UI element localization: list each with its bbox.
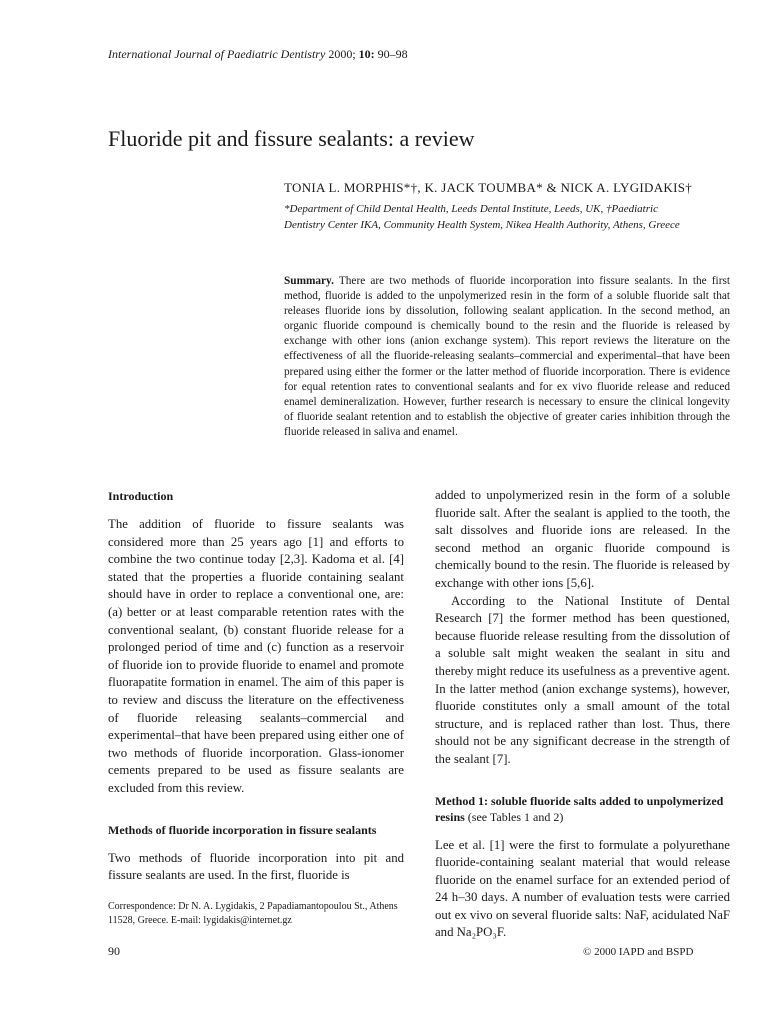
author-list: TONIA L. MORPHIS*†, K. JACK TOUMBA* & NICK A. LYGIDAKIS†: [284, 180, 693, 195]
journal-year: 2000;: [328, 47, 356, 61]
affiliation-line-1: *Department of Child Dental Health, Leeds Dental Institute, Leeds, UK, †Paediatric: [284, 203, 658, 215]
summary-abstract: [284, 274, 730, 440]
right-paragraph-1: added to unpolymerized resin in the form of a soluble fluoride salt. After the sealant is applied to the tooth, the salt dissolves and fluoride ions are released. In the second method an organic fluoride compound is chemically bound to the resin. The fluoride is released by exchange with other ions [5,6].: [435, 488, 730, 590]
journal-pages: 90–98: [377, 47, 408, 61]
methods-heading: Methods of fluoride incorporation in fissure sealants: [108, 822, 377, 837]
right-column: [435, 487, 730, 942]
affiliations: [284, 201, 734, 233]
summary-label: Summary.: [284, 275, 334, 287]
journal-volume: 10:: [358, 47, 375, 61]
summary-text: There are two methods of fluoride incorporation into fissure sealants. In the first method, fluoride is added to the unpolymerized resin in the form of a soluble fluoride salt that releases fluoride ions by dissolution, following sealant application. In the second method, an organic fluoride compound is chemically bound to the resin and the fluoride is released by exchange with other ions (anion exchange system). This report reviews the literature on the effectiveness of all the fluoride-releasing sealants–commercial and experimental–that have been prepared using either the former or the latter method of fluoride incorporation. There is evidence for equal retention rates to conventional sealants and for ex vivo fluoride release and reduced enamel demineralization. However, further research is necessary to ensure the clinical longevity of fluoride sealant retention and to establish the objective of greater caries inhibition through the fluoride released in saliva and enamel.: [284, 275, 730, 438]
copyright-notice: © 2000 IAPD and BSPD: [583, 946, 694, 958]
introduction-paragraph: The addition of fluoride to fissure sealants was considered more than 25 years ago [1] and efforts to combine the two continue today [2,3]. Kadoma et al. [4] stated that the properties a fluoride containing sealant should have in order to replace a conventional one, are: (a) better or at least comparable retention rates with the conventional sealant, (b) constant fluoride release for a prolonged period of time and (c) function as a reservoir of fluoride ion to provide fluoride to enamel and promote fluorapatite formation in enamel. The aim of this paper is to review and discuss the literature on the effectiveness of fluoride releasing sealants–commercial and experimental–that have been prepared using either one of two methods of fluoride incorporation. Glass-ionomer cements prepared to be used as fissure sealants are excluded from this review.: [108, 517, 404, 795]
method1-heading-bold: Method 1: soluble fluoride salts added to unpolymerized resins: [435, 793, 724, 824]
methods-paragraph: Two methods of fluoride incorporation into pit and fissure sealants are used. In the first, fluoride is: [108, 850, 404, 883]
right-paragraph-2: According to the National Institute of Dental Research [7] the former method has been questioned, because fluoride release resulting from the dissolution of a soluble salt might weaken the sealant in situ and thereby might reduce its usefulness as a preventive agent. In the latter method (anion exchange systems), however, fluoride constitutes only a small amount of the total structure, and is replaced rather than lost. Thus, there should not be any significant decrease in the strength of the sealant [7].: [435, 593, 730, 766]
journal-name: International Journal of Paediatric Dentistry: [108, 47, 326, 61]
correspondence-note: Correspondence: Dr N. A. Lygidakis, 2 Papadiamantopoulou St., Athens 11528, Greece. E-mail: lygidakis@internet.gz: [108, 901, 398, 926]
article-title: Fluoride pit and fissure sealants: a review: [108, 126, 475, 151]
journal-citation: [108, 47, 408, 62]
introduction-heading: Introduction: [108, 489, 174, 503]
page-number: 90: [108, 944, 120, 958]
right-paragraph-3: Lee et al. [1] were the first to formulate a polyurethane fluoride-containing sealant material that would release fluoride on the enamel surface for an extended period of 24 h–30 days. A number of evaluation tests were carried out ex vivo on several fluoride salts: NaF, acidulated NaF and Na₂PO₃F.: [435, 837, 730, 940]
method1-heading-tables: (see Tables 1 and 2): [467, 809, 564, 824]
affiliation-line-2: Dentistry Center IKA, Community Health System, Nikea Health Authority, Athens, Greece: [284, 219, 680, 231]
method1-heading: [435, 793, 730, 825]
left-column: [108, 488, 404, 885]
